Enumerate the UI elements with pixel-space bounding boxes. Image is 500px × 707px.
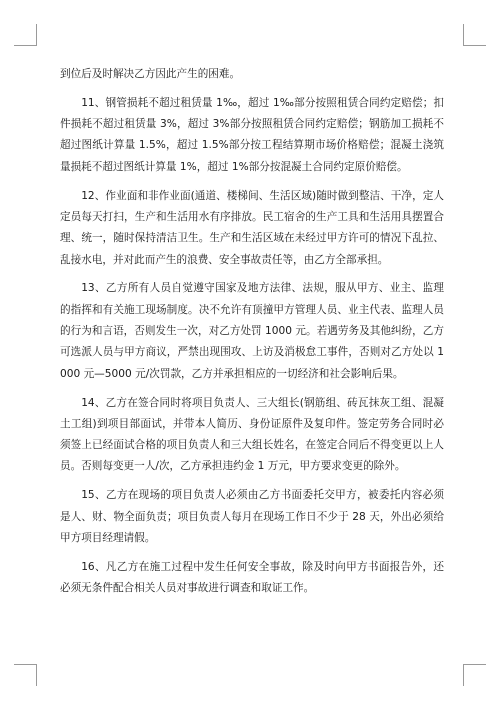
paragraph-continuation: 到位后及时解决乙方因此产生的困难。 [60, 68, 241, 80]
paragraph-clause-15: 15、乙方在现场的项目负责人必须由乙方书面委托交甲方，被委托内容必须是人、财、物全面负责；项目负责人每月在现场工作日不少于 28 天，外出必须给甲方项目经理请假。 [60, 489, 444, 544]
paragraph-clause-14: 14、乙方在签合同时将项目负责人、三大组长(钢筋组、砖瓦抹灰工组、混凝土工组)到项目部面试，并带本人简历、身份证原件及复印件。签定劳务合同时必须签上已经面试合格的项目负责人和三大组长姓名，在签定合同后不得变更以上人员。否则每变更一人/次，乙方承担违约金 1 万元，甲方要求变更的除外。 [60, 396, 444, 473]
paragraph-clause-16: 16、凡乙方在施工过程中发生任何安全事故，除及时向甲方书面报告外，还必须无条件配合相关人员对事故进行调查和取证工作。 [60, 560, 444, 595]
crop-mark-top-right-v [463, 24, 464, 46]
crop-mark-bottom-left-h [14, 664, 36, 665]
crop-mark-top-left-v [36, 24, 37, 46]
crop-mark-bottom-right-v [463, 664, 464, 686]
paragraph-clause-11: 11、钢管损耗不超过租赁量 1‰，超过 1‰部分按照租赁合同约定赔偿；扣件损耗不超过租赁量 3%，超过 3%部分按照租赁合同约定赔偿；钢筋加工损耗不超过图纸计算量 1.5%，超过 1.5%部分按工程结算期市场价格赔偿；混凝土浇筑量损耗不超过图纸计算量 1%，超过 1%部分按混凝土合同约定原价赔偿。 [60, 96, 444, 173]
crop-mark-bottom-left-v [36, 664, 37, 686]
paragraph-clause-12: 12、作业面和非作业面(通道、楼梯间、生活区域)随时做到整洁、干净，定人定员每天打扫，生产和生活用水有序排放。民工宿舍的生产工具和生活用具摆置合理、统一，随时保持清洁卫生。生产和生活区域在未经过甲方许可的情况下乱拉、乱接水电，并对此而产生的浪费、安全事故责任等，由乙方全部承担。 [60, 189, 444, 266]
document-body [60, 64, 444, 607]
crop-mark-bottom-right-h [464, 664, 486, 665]
paragraph-clause-13: 13、乙方所有人员自觉遵守国家及地方法律、法规，服从甲方、业主、监理的指挥和有关施工现场制度。决不允许有顶撞甲方管理人员、业主代表、监理人员的行为和言语，否则发生一次，对乙方处罚 1000 元。若遇劳务及其他纠纷，乙方可选派人员与甲方商议，严禁出现围攻、上访及消极怠工事件，否则对乙方处以 1000 元—5000 元/次罚款，乙方并承担相应的一切经济和社会影响后果。 [60, 282, 444, 380]
crop-mark-top-left-h [14, 45, 36, 46]
crop-mark-top-right-h [464, 45, 486, 46]
